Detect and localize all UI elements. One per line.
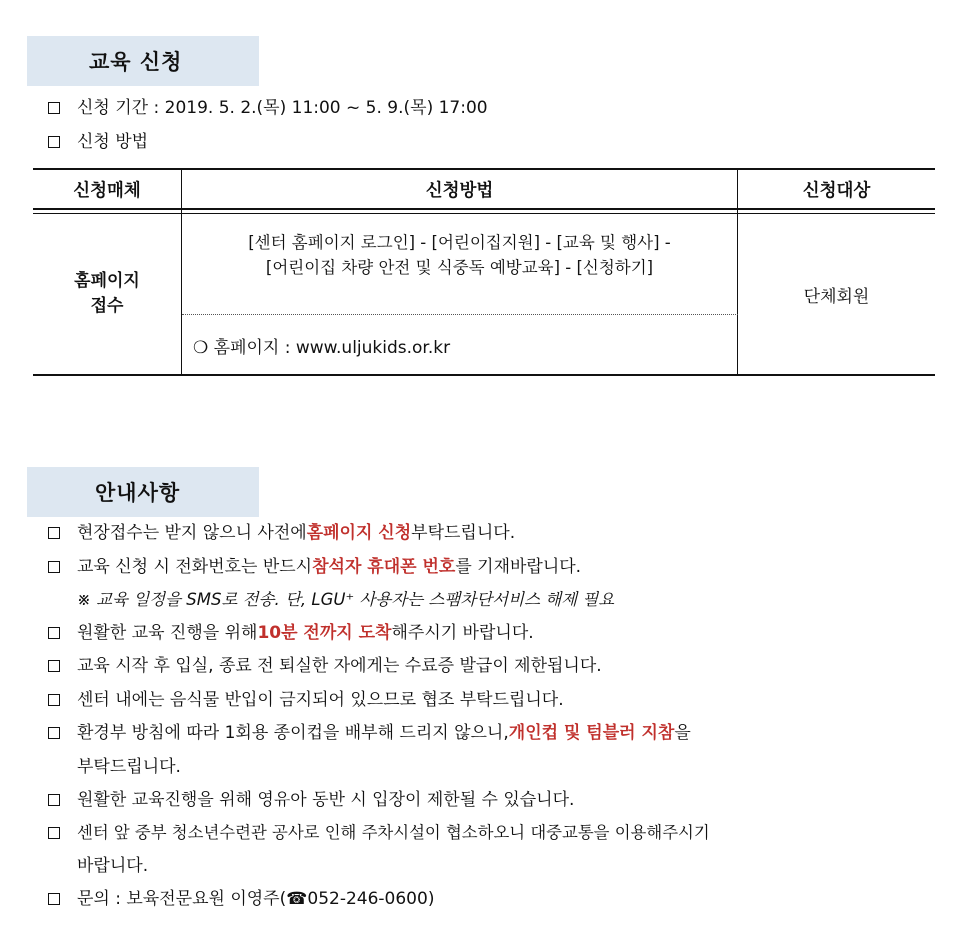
table-rule <box>33 208 935 210</box>
checkbox-bullet-icon <box>48 794 60 806</box>
table-dotted-divider <box>182 314 738 315</box>
notice-item: 원활한 교육 진행을 위해 10분 전까지 도착 해주시기 바랍니다. <box>48 622 534 644</box>
checkbox-bullet-icon <box>48 561 60 573</box>
checkbox-bullet-icon <box>48 827 60 839</box>
notice-item: 교육 신청 시 전화번호는 반드시 참석자 휴대폰 번호 를 기재바랍니다. <box>48 556 581 578</box>
checkbox-bullet-icon <box>48 727 60 739</box>
highlight-text: 홈페이지 신청 <box>306 523 412 543</box>
method-line: [센터 홈페이지 로그인] - [어린이집지원] - [교육 및 행사] - <box>248 233 671 252</box>
notice-item: 교육 시작 후 입실, 종료 전 퇴실한 자에게는 수료증 발급이 제한됩니다. <box>48 655 602 677</box>
notice-item: 센터 앞 중부 청소년수련관 공사로 인해 주차시설이 협소하오니 대중교통을 이용해주시기 <box>48 822 938 844</box>
table-rule <box>33 374 935 376</box>
notice-item-continuation: 바랍니다. <box>77 856 149 876</box>
notice-item-continuation: 부탁드립니다. <box>77 757 181 777</box>
checkbox-bullet-icon <box>48 660 60 672</box>
highlight-text: 참석자 휴대폰 번호 <box>312 557 456 577</box>
method-cell <box>182 230 737 280</box>
checkbox-bullet-icon <box>48 893 60 905</box>
application-period: 신청 기간 : 2019. 5. 2.(목) 11:00 ~ 5. 9.(목) 17:00 <box>48 97 488 119</box>
highlight-text: 개인컵 및 텀블러 지참 <box>508 723 675 743</box>
media-line: 홈페이지 <box>74 271 140 291</box>
application-method-label: 신청 방법 <box>48 131 148 153</box>
highlight-text: 10분 전까지 도착 <box>257 623 392 643</box>
target-cell: 단체회원 <box>803 286 870 307</box>
homepage-url: ❍ 홈페이지 : www.uljukids.or.kr <box>193 337 451 358</box>
header-media: 신청매체 <box>73 180 141 201</box>
media-line: 접수 <box>90 296 124 316</box>
checkbox-bullet-icon <box>48 527 60 539</box>
section-title-application: 교육 신청 <box>27 36 259 86</box>
media-cell <box>33 214 181 374</box>
notice-item: 환경부 방침에 따라 1회용 종이컵을 배부해 드리지 않으니, 개인컵 및 텀블러 지참 을 <box>48 722 691 744</box>
notice-item: 센터 내에는 음식물 반입이 금지되어 있으므로 협조 부탁드립니다. <box>48 689 564 711</box>
header-method: 신청방법 <box>425 180 494 201</box>
header-target: 신청대상 <box>802 180 871 201</box>
checkbox-bullet-icon <box>48 694 60 706</box>
notice-item-contact: 문의 : 보육전문요원 이영주(☎052-246-0600) <box>48 888 434 910</box>
notice-item: 원활한 교육진행을 위해 영유아 동반 시 입장이 제한될 수 있습니다. <box>48 789 574 811</box>
checkbox-bullet-icon <box>48 102 60 114</box>
method-line: [어린이집 차량 안전 및 식중독 예방교육] - [신청하기] <box>265 258 654 277</box>
checkbox-bullet-icon <box>48 136 60 148</box>
application-table <box>33 168 935 376</box>
checkbox-bullet-icon <box>48 627 60 639</box>
section-title-notice: 안내사항 <box>27 467 259 517</box>
notice-note: ※ 교육 일정을 SMS로 전송. 단, LGU⁺ 사용자는 스팸차단서비스 해제 필요 <box>77 590 615 609</box>
notice-item: 현장접수는 받지 않으니 사전에 홈페이지 신청 부탁드립니다. <box>48 522 515 544</box>
